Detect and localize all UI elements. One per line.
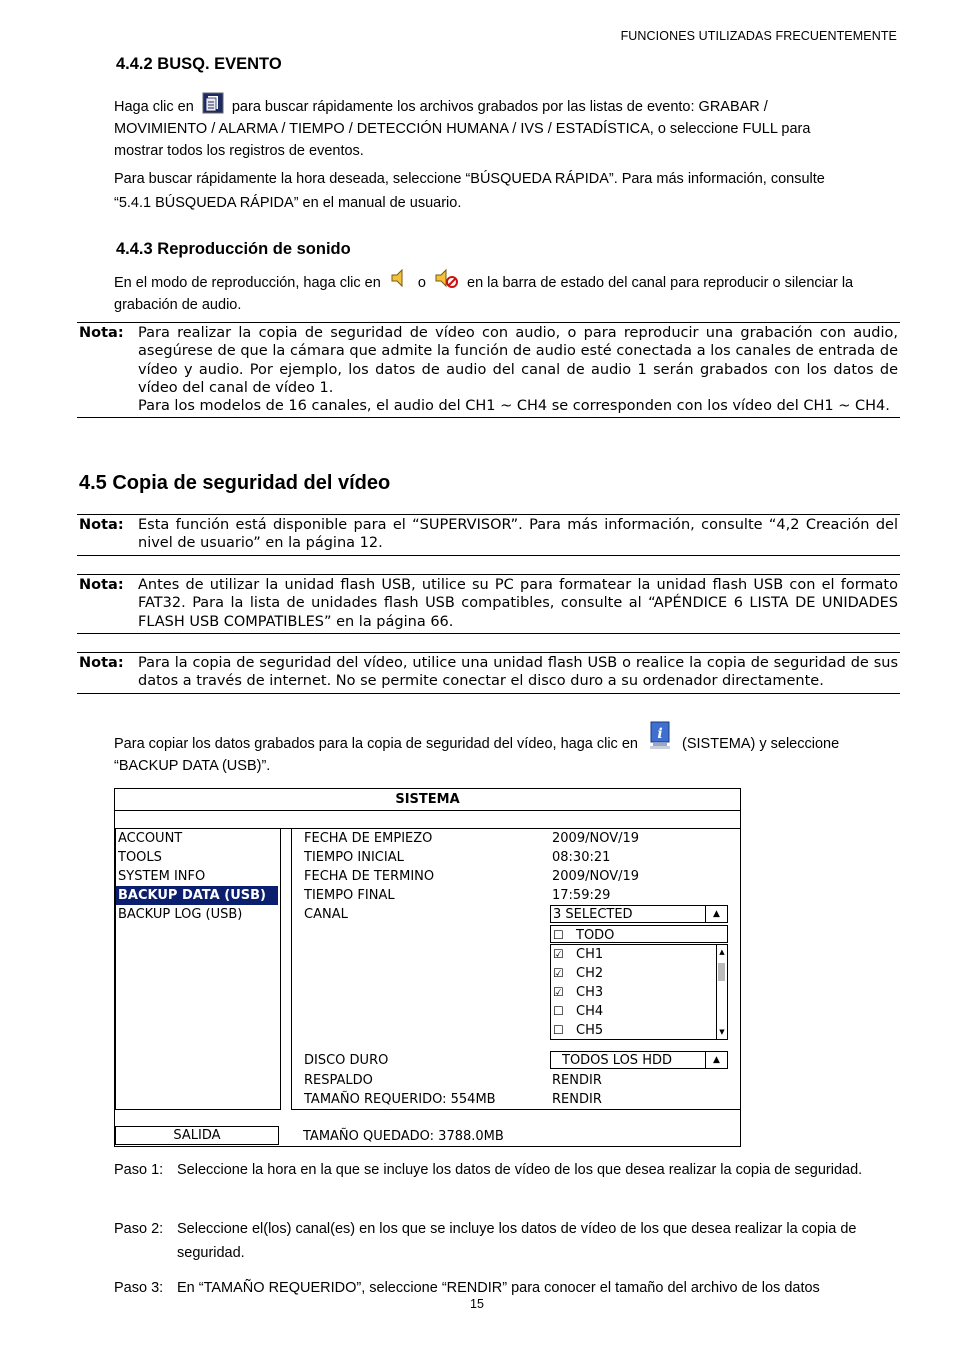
channel-option-ch4[interactable]	[551, 1002, 727, 1021]
note-label: Nota:	[79, 517, 124, 533]
event-list-icon	[202, 92, 224, 114]
hdd-select[interactable]	[550, 1051, 728, 1069]
note-text-2: Para los modelos de 16 canales, el audio del CH1 ~ CH4 se corresponden con los vídeo del CH1 ~ CH4.	[138, 398, 890, 415]
note-text: Antes de utilizar la unidad flash USB, utilice su PC para formatear la unidad flash USB con el formato FAT32. Para la lista de unidades flash USB compatibles, consulte al “APÉNDICE 6 LISTA DE UNIDADES FLASH USB COMPATIBLES” en la página 66.	[138, 577, 898, 630]
note-supervisor	[77, 514, 900, 556]
field-label-start-date: FECHA DE EMPIEZO	[304, 831, 433, 846]
text-line: (SISTEMA) y seleccione	[682, 736, 840, 752]
menu-item-account[interactable]: ACCOUNT	[118, 831, 183, 846]
channel-select-value: 3 SELECTED	[553, 907, 633, 922]
required-size-render-button[interactable]: RENDIR	[552, 1092, 602, 1107]
menu-item-system-info[interactable]: SYSTEM INFO	[118, 869, 206, 884]
text-line: grabación de audio.	[114, 297, 242, 313]
scroll-thumb[interactable]	[718, 963, 725, 981]
backup-settings	[291, 828, 741, 1110]
paragraph-event-search	[114, 96, 904, 162]
field-label-hdd: DISCO DURO	[304, 1053, 389, 1068]
channel-option-ch5[interactable]	[551, 1021, 727, 1040]
system-menu	[115, 828, 281, 1110]
note-text: Para la copia de seguridad del vídeo, utilice una unidad flash USB o realice la copia de seguridad de sus datos a través de internet. No se permite conectar el disco duro a su ordenador directamente.	[138, 655, 898, 690]
text-line: En el modo de reproducción, haga clic en	[114, 275, 381, 291]
system-info-icon	[648, 721, 672, 751]
note-label: Nota:	[79, 577, 124, 593]
text-line: o	[417, 275, 426, 291]
panel-title: SISTEMA	[115, 789, 740, 811]
channel-option-ch1[interactable]	[551, 945, 727, 964]
field-label-end-date: FECHA DE TERMINO	[304, 869, 435, 884]
option-label: CH5	[576, 1023, 604, 1038]
step-key: Paso 1:	[114, 1162, 164, 1178]
exit-button[interactable]: SALIDA	[115, 1126, 279, 1145]
field-label-required-size: TAMAÑO REQUERIDO: 554MB	[304, 1092, 496, 1107]
hdd-select-value: TODOS LOS HDD	[562, 1053, 672, 1068]
option-label: CH2	[576, 966, 604, 981]
section-heading-4-5: 4.5 Copia de seguridad del vídeo	[79, 472, 391, 494]
speaker-icon	[389, 267, 411, 289]
running-header: FUNCIONES UTILIZADAS FRECUENTEMENTE	[620, 29, 897, 43]
note-usb-format	[77, 574, 900, 634]
note-label: Nota:	[79, 325, 124, 341]
system-backup-panel	[114, 788, 741, 1147]
text-line: “5.4.1 BÚSQUEDA RÁPIDA” en el manual de usuario.	[114, 195, 462, 211]
paragraph-backup-intro	[114, 726, 904, 777]
step-text: En “TAMAÑO REQUERIDO”, seleccione “RENDIR” para conocer el tamaño del archivo de los datos	[177, 1280, 820, 1296]
text-line: “BACKUP DATA (USB)”.	[114, 758, 271, 774]
paragraph-audio-playback	[114, 272, 904, 316]
chevron-up-icon[interactable]: ▲	[705, 1052, 727, 1068]
option-label: TODO	[576, 928, 615, 943]
menu-item-backup-log-usb[interactable]: BACKUP LOG (USB)	[118, 907, 243, 922]
section-heading-4-4-3: 4.4.3 Reproducción de sonido	[116, 240, 351, 258]
menu-item-backup-data-usb[interactable]: BACKUP DATA (USB)	[116, 886, 278, 905]
svg-text:i: i	[657, 726, 663, 743]
checkbox-empty-icon[interactable]: ☐	[553, 1004, 564, 1018]
checkbox-empty-icon[interactable]: ☐	[553, 928, 564, 942]
field-value-end-time[interactable]: 17:59:29	[552, 888, 611, 903]
step-2	[114, 1217, 900, 1265]
backup-render-button[interactable]: RENDIR	[552, 1073, 602, 1088]
text-line: MOVIMIENTO / ALARMA / TIEMPO / DETECCIÓN HUMANA / IVS / ESTADÍSTICA, o seleccione FULL para	[114, 121, 811, 137]
step-key: Paso 2:	[114, 1221, 164, 1237]
note-text: Para realizar la copia de seguridad de vídeo con audio, o para reproducir una grabación con audio, asegúrese de que la cámara que admite la función de audio esté conectada a los canales de entrada de vídeo y audio. Por ejemplo, los datos de audio del canal de audio 1 serán grabados con los datos de vídeo del canal de vídeo 1.	[138, 325, 898, 396]
step-key: Paso 3:	[114, 1280, 164, 1296]
channel-scrollbar[interactable]	[716, 945, 727, 1039]
scroll-down-icon[interactable]: ▼	[719, 1028, 725, 1036]
field-label-end-time: TIEMPO FINAL	[304, 888, 395, 903]
scroll-up-icon[interactable]: ▲	[719, 948, 725, 956]
option-label: CH3	[576, 985, 604, 1000]
field-label-backup: RESPALDO	[304, 1073, 373, 1088]
text-line: Para copiar los datos grabados para la copia de seguridad del vídeo, haga clic en	[114, 736, 638, 752]
channel-option-all[interactable]	[550, 925, 728, 943]
field-label-channel: CANAL	[304, 907, 348, 922]
step-text: Seleccione el(los) canal(es) en los que se incluye los datos de vídeo de los que desea realizar la copia de seguridad.	[177, 1221, 857, 1261]
channel-list	[550, 944, 728, 1040]
remaining-size: TAMAÑO QUEDADO: 3788.0MB	[303, 1129, 504, 1144]
text-line: en la barra de estado del canal para reproducir o silenciar la	[467, 275, 854, 291]
field-value-end-date[interactable]: 2009/NOV/19	[552, 869, 640, 884]
note-label: Nota:	[79, 655, 124, 671]
note-audio	[77, 322, 900, 418]
checkbox-checked-icon[interactable]: ☑	[553, 966, 564, 980]
field-value-start-date[interactable]: 2009/NOV/19	[552, 831, 640, 846]
note-text: Esta función está disponible para el “SUPERVISOR”. Para más información, consulte “4,2 Creación del nivel de usuario” en la página 12.	[138, 517, 898, 552]
chevron-up-icon[interactable]: ▲	[705, 906, 727, 922]
field-label-start-time: TIEMPO INICIAL	[304, 850, 404, 865]
text-line: Para buscar rápidamente la hora deseada, seleccione “BÚSQUEDA RÁPIDA”. Para más información, consulte	[114, 171, 825, 187]
section-heading-4-4-2: 4.4.2 BUSQ. EVENTO	[116, 55, 282, 73]
checkbox-checked-icon[interactable]: ☑	[553, 985, 564, 999]
channel-option-ch2[interactable]	[551, 964, 727, 983]
option-label: CH4	[576, 1004, 604, 1019]
step-text: Seleccione la hora en la que se incluye los datos de vídeo de los que desea realizar la copia de seguridad.	[177, 1162, 863, 1178]
note-usb-backup	[77, 652, 900, 694]
text-line: Haga clic en	[114, 99, 194, 115]
menu-item-tools[interactable]: TOOLS	[118, 850, 162, 865]
channel-option-ch3[interactable]	[551, 983, 727, 1002]
text-line: para buscar rápidamente los archivos grabados por las listas de evento: GRABAR /	[231, 99, 768, 115]
page-number: 15	[470, 1297, 484, 1311]
mute-speaker-icon	[433, 267, 459, 289]
text-line: mostrar todos los registros de eventos.	[114, 143, 364, 159]
channel-select[interactable]	[550, 905, 728, 923]
checkbox-checked-icon[interactable]: ☑	[553, 947, 564, 961]
checkbox-empty-icon[interactable]: ☐	[553, 1023, 564, 1037]
option-label: CH1	[576, 947, 604, 962]
field-value-start-time[interactable]: 08:30:21	[552, 850, 611, 865]
paragraph-quick-search	[114, 167, 904, 215]
step-1	[114, 1158, 900, 1182]
